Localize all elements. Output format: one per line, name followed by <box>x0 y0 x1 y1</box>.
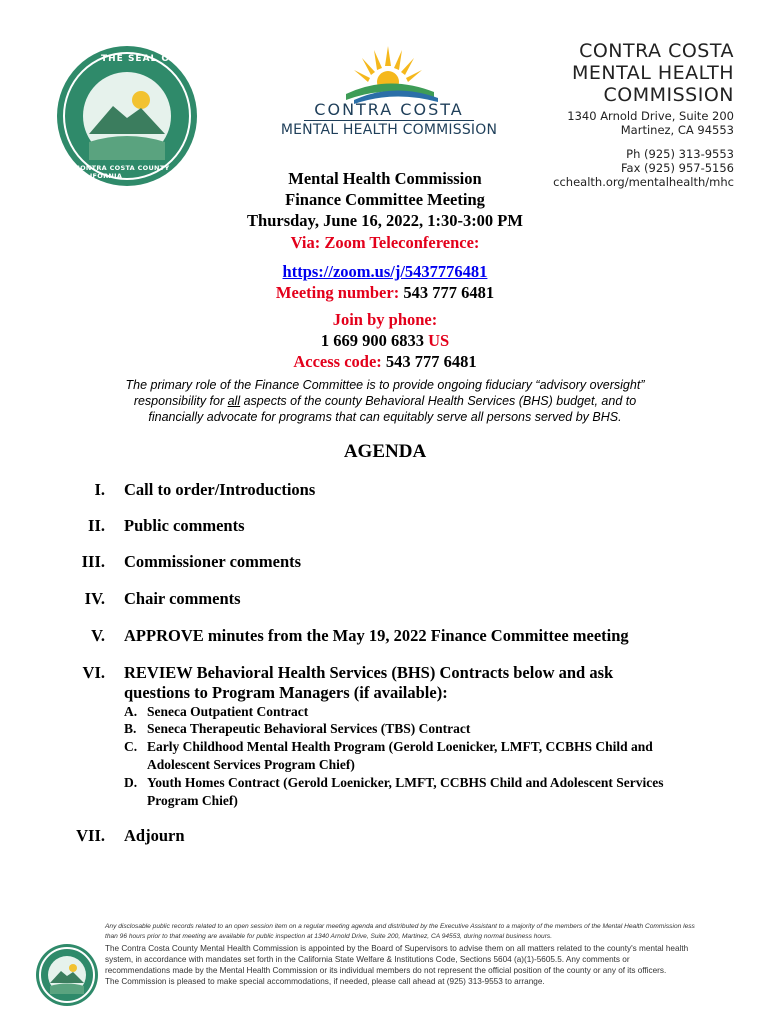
zoom-link-row <box>0 262 770 282</box>
fax-number: Fax (925) 957-5156 <box>620 161 734 175</box>
access-code-label: Access code: <box>293 352 382 371</box>
logo-divider <box>304 120 474 121</box>
commission-disclaimer: The Contra Costa County Mental Health Commission is appointed by the Board of Supervisors to advise them on all matters related to the county's mental health system, in accordance with mandates set forth in the California State Welfare & Institutions Code, Sections 5604 (a)(1)-5605.5. Any comments or recommendations made by the Mental Health Commission or its individual members do not represent the official position of the county or any of its officers. <box>105 944 689 975</box>
mhc-logo <box>258 44 520 144</box>
join-phone-label: Join by phone: <box>332 310 438 329</box>
mission-text-end: aspects of the county Behavioral Health Services (BHS) budget, and to financially advocate for programs that can equitably serve all persons served by BHS. <box>148 394 637 424</box>
logo-subtitle: MENTAL HEALTH COMMISSION <box>280 122 498 138</box>
sub-item-text: Youth Homes Contract (Gerold Loenicker, LMFT, CCBHS Child and Adolescent Services Program Chief) <box>147 775 664 808</box>
access-code-row <box>0 352 770 372</box>
agenda-item-number: II. <box>88 516 105 535</box>
agenda-item-number: IV. <box>84 589 105 608</box>
access-code: 543 777 6481 <box>385 352 477 371</box>
address-line-2: Martinez, CA 94553 <box>620 123 734 137</box>
agenda-item-text: REVIEW Behavioral Health Services (BHS) Contracts below and ask questions to Program Managers (if available): <box>124 663 614 702</box>
dial-in-country: US <box>428 331 450 350</box>
sub-item-letter: A. <box>124 704 138 719</box>
meeting-number: 543 777 6481 <box>403 283 495 302</box>
footer-notice <box>105 922 695 987</box>
meeting-datetime: Thursday, June 16, 2022, 1:30-3:00 PM <box>247 211 523 230</box>
public-records-notice: Any disclosable public records related to an open session item on a regular meeting agenda and distributed by the Executive Assistant to a majority of the members of the Mental Health Commission less than 96 hours prior to that meeting are available for public inspection at 1340 Arnold Drive, Suite 200, Martinez, CA 94553, during normal business hours. <box>105 923 695 940</box>
masthead-name-2: MENTAL HEALTH <box>571 62 734 84</box>
logo-title: CONTRA COSTA <box>314 100 464 119</box>
masthead <box>553 40 734 189</box>
agenda-item-text: Chair comments <box>124 589 241 608</box>
sub-item-letter: D. <box>124 775 138 790</box>
address-line-1: 1340 Arnold Drive, Suite 200 <box>567 109 734 123</box>
agenda-item-text: APPROVE minutes from the May 19, 2022 Finance Committee meeting <box>124 626 629 645</box>
phone-row <box>0 331 770 351</box>
agenda-item-number: VI. <box>82 663 105 682</box>
footer-seal <box>36 944 98 1006</box>
seal-bottom-text: CONTRA COSTA COUNTY CALIFORNIA <box>75 164 170 180</box>
sub-item-letter: B. <box>124 721 137 736</box>
sub-item-text: Early Childhood Mental Health Program (Gerold Loenicker, LMFT, CCBHS Child and Adolescent Services Program Chief) <box>147 739 653 772</box>
sub-item-text: Seneca Outpatient Contract <box>147 704 309 719</box>
agenda-item-number: VII. <box>76 826 105 845</box>
mission-statement <box>120 377 650 425</box>
sub-item-letter: C. <box>124 739 138 754</box>
footer-seal-center <box>48 956 86 994</box>
seal-center <box>83 72 171 160</box>
masthead-name-1: CONTRA COSTA <box>579 40 734 62</box>
agenda-item-text: Call to order/Introductions <box>124 480 316 499</box>
agenda-item-text: Public comments <box>124 516 245 535</box>
committee-name: Finance Committee Meeting <box>285 190 485 209</box>
meeting-venue: Via: Zoom Teleconference: <box>290 233 480 252</box>
meeting-number-row <box>0 283 770 303</box>
accommodations-notice: The Commission is pleased to make special accommodations, if needed, please call ahead at (925) 313-9553 to arrange. <box>105 977 545 986</box>
phone-number: Ph (925) 313-9553 <box>626 147 734 161</box>
commission-name: Mental Health Commission <box>288 169 482 188</box>
agenda-title: AGENDA <box>343 441 427 462</box>
agenda-item-number: III. <box>81 552 105 571</box>
county-seal <box>57 46 197 186</box>
agenda-item-number: I. <box>94 480 105 499</box>
dial-in-number: 1 669 900 6833 <box>320 331 424 350</box>
masthead-name-3: COMMISSION <box>603 84 734 106</box>
mission-emphasis: all <box>227 394 241 408</box>
mission-text-start: The primary role of the Finance Committee is to provide ongoing fiduciary “advisory oversight” responsibility for <box>125 378 645 408</box>
agenda-item-number: V. <box>91 626 105 645</box>
meeting-number-label: Meeting number: <box>275 283 400 302</box>
agenda-item-text: Adjourn <box>124 826 185 845</box>
sub-item-text: Seneca Therapeutic Behavioral Services (TBS) Contract <box>147 721 471 736</box>
seal-top-text: THE SEAL OF <box>101 54 178 64</box>
zoom-link[interactable]: https://zoom.us/j/5437776481 <box>282 262 488 281</box>
agenda-item-text: Commissioner comments <box>124 552 302 571</box>
website: cchealth.org/mentalhealth/mhc <box>553 175 734 189</box>
